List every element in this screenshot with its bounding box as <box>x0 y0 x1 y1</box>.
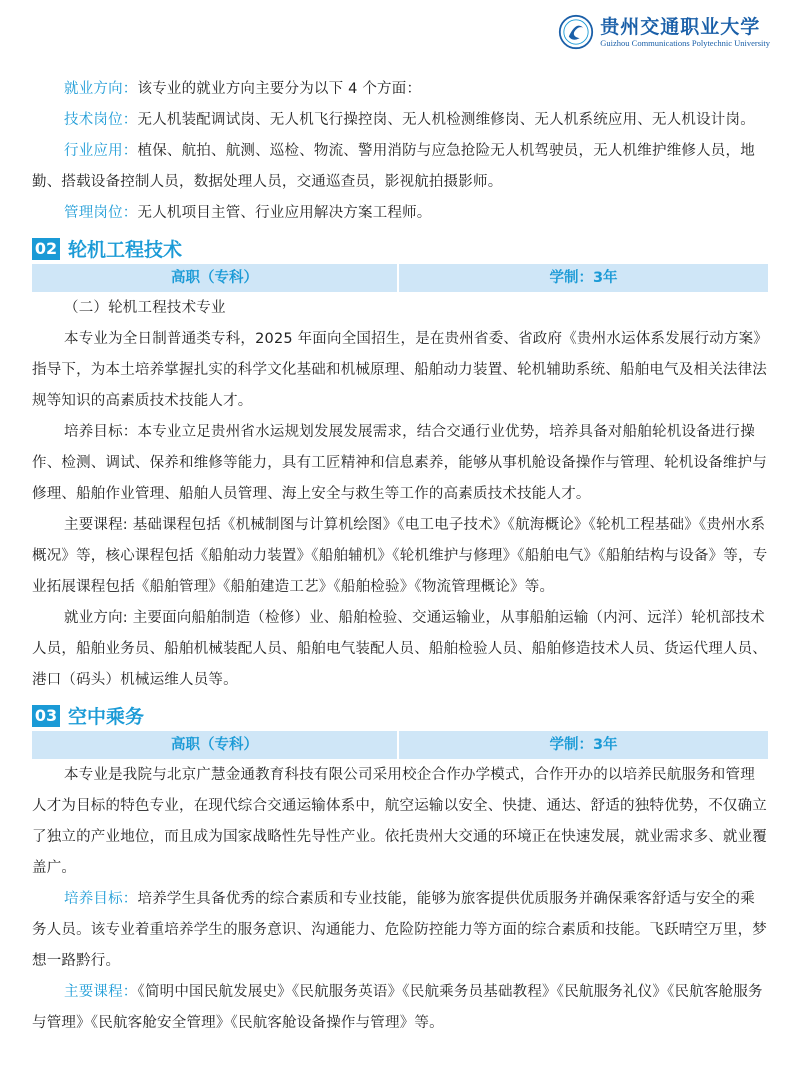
document-body <box>32 74 768 1039</box>
logo-name-en: Guizhou Communications Polytechnic University <box>600 37 770 48</box>
logo-name-cn: 贵州交通职业大学 <box>600 15 761 38</box>
paragraph: 本专业是我院与北京广慧金通教育科技有限公司采用校企合作办学模式，合作开办的以培养民航服务和管理人才为目标的特色专业，在现代综合交通运输体系中，航空运输以安全、快捷、通达、舒适的独特优势，不仅确立了独立的产业地位，而且成为国家战略性先导性产业。依托贵州大交通的环境正在快速发展，就业需求多、就业覆盖广。 <box>32 767 767 876</box>
training-goal: 培养目标：培养学生具备优秀的综合素质和专业技能，能够为旅客提供优质服务并确保乘客舒适与安全的乘务人员。该专业着重培养学生的服务意识、沟通能力、危险防控能力等方面的综合素质和技能。飞跃晴空万里，梦想一路黔行。 <box>32 891 767 969</box>
section-number: 02 <box>32 238 60 260</box>
program-duration: 学制：3年 <box>549 270 618 286</box>
career-item-technical: 技术岗位：无人机装配调试岗、无人机飞行操控岗、无人机检测维修岗、无人机系统应用、无人机设计岗。 <box>64 112 755 128</box>
program-level: 高职（专科） <box>32 264 399 292</box>
program-duration: 学制：3年 <box>549 737 618 753</box>
career-item-industry: 行业应用：植保、航拍、航测、巡检、物流、警用消防与应急抢险无人机驾驶员，无人机维护维修人员，地勤、搭载设备控制人员，数据处理人员，交通巡查员，影视航拍摄影师。 <box>32 143 755 190</box>
program-info-bar <box>32 264 768 292</box>
paragraph: 培养目标：本专业立足贵州省水运规划发展发展需求，结合交通行业优势，培养具备对船舶轮机设备进行操作、检测、调试、保养和维修等能力，具有工匠精神和信息素养，能够从事机舱设备操作与管理、轮机设备维护与修理、船舶作业管理、船舶人员管理、海上安全与救生等工作的高素质技术技能人才。 <box>32 424 767 502</box>
paragraph: 本专业为全日制普通类专科，2025 年面向全国招生，是在贵州省委、省政府《贵州水运体系发展行动方案》指导下，为本土培养掌握扎实的科学文化基础和机械原理、船舶动力装置、轮机辅助系统、船舶电气及相关法律法规等知识的高素质技术技能人才。 <box>32 331 769 409</box>
university-emblem-icon <box>558 14 594 50</box>
section-number: 03 <box>32 705 60 727</box>
program-info-bar <box>32 731 768 759</box>
section-title: 空中乘务 <box>68 706 145 728</box>
main-courses: 主要课程：《简明中国民航发展史》《民航服务英语》《民航乘务员基础教程》《民航服务礼仪》《民航客舱服务与管理》《民航客舱安全管理》《民航客舱设备操作与管理》等。 <box>32 984 763 1031</box>
career-item-management: 管理岗位：无人机项目主管、行业应用解决方案工程师。 <box>64 205 432 221</box>
paragraph: 主要课程: 基础课程包括《机械制图与计算机绘图》《电工电子技术》《航海概论》《轮机工程基础》《贵州水系概况》等，核心课程包括《船舶动力装置》《船舶辅机》《轮机维护与修理》《船舶电气》《船舶结构与设备》等，专业拓展课程包括《船舶管理》《船舶建造工艺》《船舶检验》《物流管理概论》等。 <box>32 517 768 595</box>
paragraph: 就业方向: 主要面向船舶制造（检修）业、船舶检验、交通运输业，从事船舶运输（内河、远洋）轮机部技术人员，船舶业务员、船舶机械装配人员、船舶电气装配人员、船舶检验人员、船舶修造技术人员、货运代理人员、港口（码头）机械运维人员等。 <box>32 610 767 688</box>
section-title: 轮机工程技术 <box>68 239 183 261</box>
university-logo <box>558 14 770 50</box>
section-heading-flight-attendant <box>32 700 768 731</box>
section-heading-marine <box>32 233 768 264</box>
program-level: 高职（专科） <box>32 731 399 759</box>
career-direction: 就业方向：该专业的就业方向主要分为以下 4 个方面： <box>64 81 422 97</box>
program-subtitle: （二）轮机工程技术专业 <box>64 300 226 316</box>
